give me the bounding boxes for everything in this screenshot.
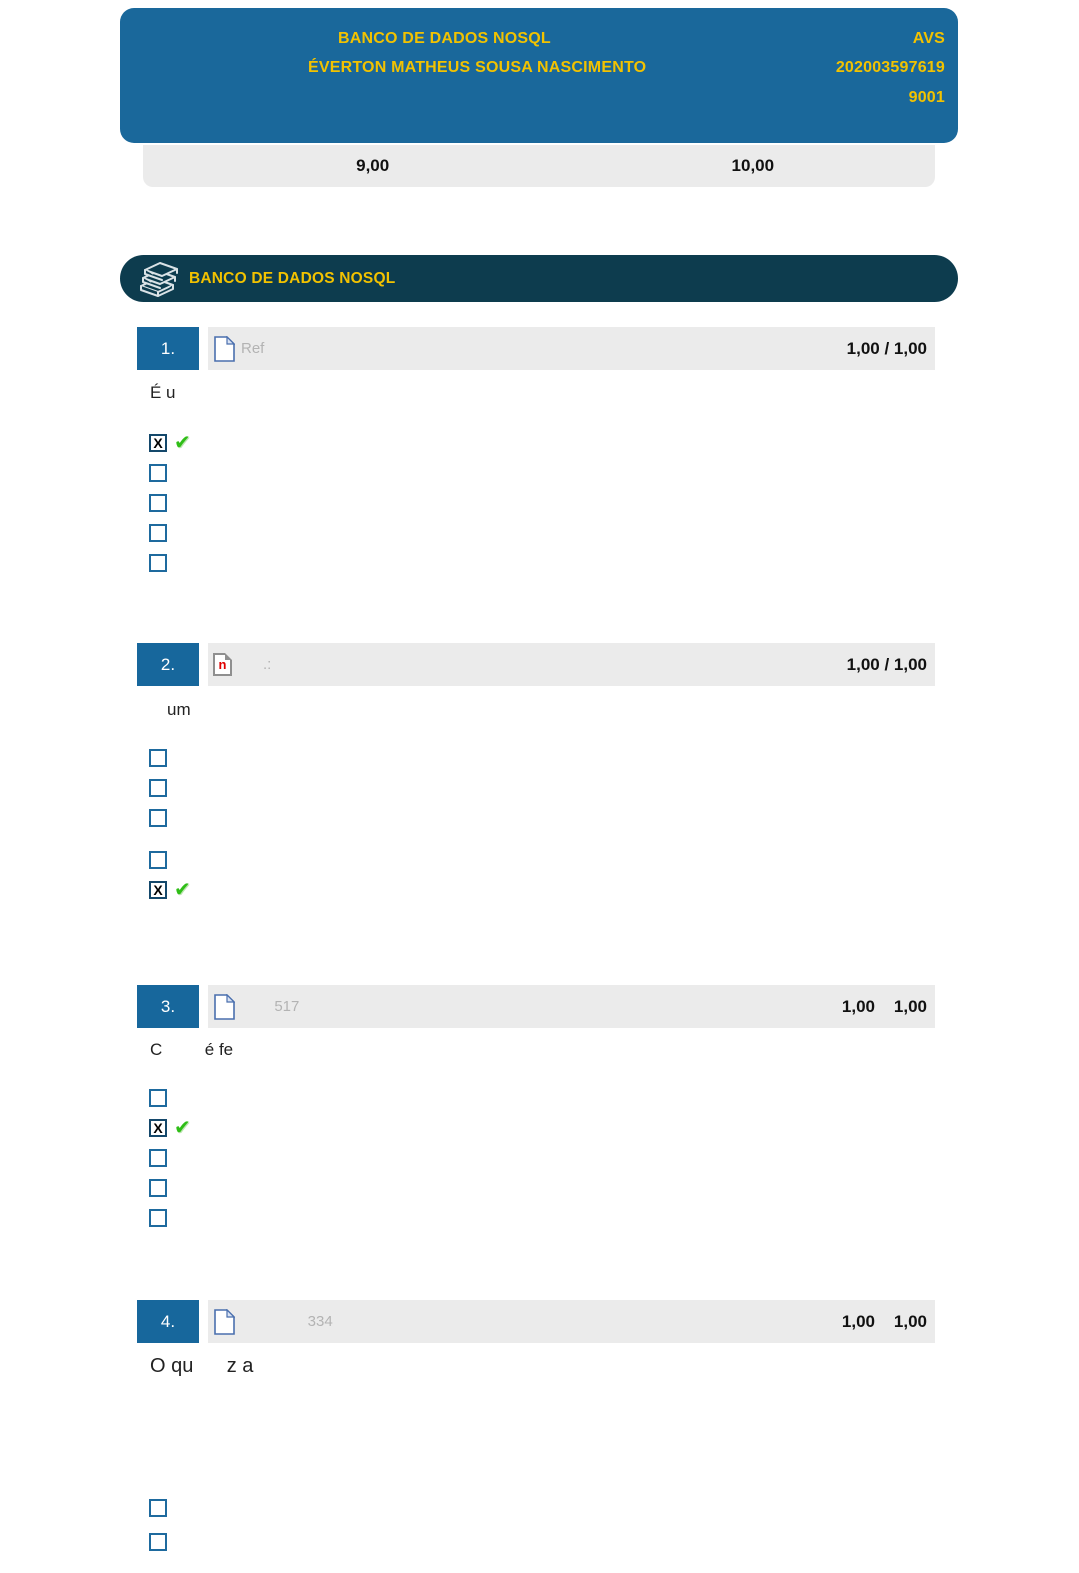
question-score: 1,00 / 1,00 bbox=[846, 654, 927, 674]
answer-option bbox=[149, 779, 935, 797]
answer-option bbox=[149, 524, 935, 542]
question-header-bar bbox=[208, 1300, 935, 1343]
question-score: 1,00 / 1,00 bbox=[846, 338, 927, 358]
question-body bbox=[149, 1040, 935, 1227]
question-ref-label: .: bbox=[238, 656, 272, 673]
books-stack-icon bbox=[133, 259, 179, 299]
question-text: C é fe bbox=[150, 1040, 234, 1059]
question-body bbox=[149, 700, 935, 899]
question-header-bar bbox=[208, 643, 935, 686]
grade-max-value: 10,00 bbox=[731, 156, 775, 175]
answer-options bbox=[149, 749, 935, 899]
correct-answer-icon: ✔ bbox=[174, 432, 191, 454]
question-body bbox=[149, 1355, 935, 1551]
question-3 bbox=[137, 985, 935, 1239]
question-number-badge: 2. bbox=[137, 643, 199, 686]
answer-option bbox=[149, 881, 935, 899]
question-text: O qu z a bbox=[150, 1355, 254, 1377]
answer-checkbox[interactable] bbox=[149, 554, 167, 572]
answer-checkbox-checked[interactable]: X bbox=[149, 1119, 167, 1137]
question-ref-label: Ref bbox=[241, 340, 265, 357]
answer-checkbox[interactable] bbox=[149, 1499, 167, 1517]
exam-type: AVS bbox=[912, 30, 945, 47]
correct-answer-icon: ✔ bbox=[174, 879, 191, 901]
answer-options bbox=[149, 434, 935, 572]
answer-checkbox-checked[interactable]: X bbox=[149, 434, 167, 452]
answer-option bbox=[149, 1499, 935, 1517]
answer-options bbox=[149, 1499, 935, 1551]
document-icon[interactable] bbox=[213, 336, 235, 362]
student-name: ÉVERTON MATHEUS SOUSA NASCIMENTO bbox=[308, 59, 647, 76]
question-2 bbox=[137, 643, 935, 911]
class-code: 9001 bbox=[908, 89, 945, 106]
question-ref-label: 334 bbox=[241, 1313, 333, 1330]
question-text: É u bbox=[150, 383, 176, 402]
grade-bar bbox=[143, 145, 935, 187]
grade-value: 9,00 bbox=[356, 156, 390, 175]
answer-option bbox=[149, 494, 935, 512]
answer-checkbox[interactable] bbox=[149, 1149, 167, 1167]
note-document-icon[interactable]: n bbox=[213, 653, 232, 676]
question-ref-label: 517 bbox=[241, 998, 300, 1015]
exam-header-card bbox=[120, 8, 958, 143]
answer-option bbox=[149, 434, 935, 452]
answer-checkbox[interactable] bbox=[149, 779, 167, 797]
answer-checkbox[interactable] bbox=[149, 1179, 167, 1197]
enrollment-number: 202003597619 bbox=[835, 59, 945, 76]
answer-checkbox[interactable] bbox=[149, 1089, 167, 1107]
answer-checkbox[interactable] bbox=[149, 1209, 167, 1227]
answer-checkbox-checked[interactable]: X bbox=[149, 881, 167, 899]
answer-option bbox=[149, 554, 935, 572]
question-header bbox=[137, 985, 935, 1028]
correct-answer-icon: ✔ bbox=[174, 1117, 191, 1139]
question-score: 1,00 1,00 bbox=[841, 1311, 927, 1331]
document-icon[interactable] bbox=[213, 1309, 235, 1335]
question-text: um bbox=[167, 700, 191, 719]
answer-option bbox=[149, 1089, 935, 1107]
course-section-title: BANCO DE DADOS NOSQL bbox=[189, 269, 396, 287]
question-header bbox=[137, 327, 935, 370]
question-header-bar bbox=[208, 327, 935, 370]
answer-options bbox=[149, 1089, 935, 1227]
course-section-bar bbox=[120, 255, 958, 302]
answer-checkbox[interactable] bbox=[149, 1533, 167, 1551]
question-header bbox=[137, 643, 935, 686]
question-4 bbox=[137, 1300, 935, 1567]
answer-option bbox=[149, 464, 935, 482]
question-body bbox=[149, 383, 935, 572]
question-score: 1,00 1,00 bbox=[841, 996, 927, 1016]
answer-checkbox[interactable] bbox=[149, 464, 167, 482]
question-header-bar bbox=[208, 985, 935, 1028]
answer-option bbox=[149, 809, 935, 827]
answer-checkbox[interactable] bbox=[149, 809, 167, 827]
answer-checkbox[interactable] bbox=[149, 494, 167, 512]
question-number-badge: 1. bbox=[137, 327, 199, 370]
answer-option bbox=[149, 1209, 935, 1227]
answer-checkbox[interactable] bbox=[149, 749, 167, 767]
answer-option bbox=[149, 1533, 935, 1551]
answer-checkbox[interactable] bbox=[149, 524, 167, 542]
document-icon[interactable] bbox=[213, 994, 235, 1020]
course-name: BANCO DE DADOS NOSQL bbox=[338, 30, 551, 47]
answer-option bbox=[149, 1179, 935, 1197]
answer-checkbox[interactable] bbox=[149, 851, 167, 869]
answer-option bbox=[149, 1119, 935, 1137]
answer-option bbox=[149, 1149, 935, 1167]
answer-option bbox=[149, 749, 935, 767]
question-1 bbox=[137, 327, 935, 584]
question-number-badge: 4. bbox=[137, 1300, 199, 1343]
answer-option bbox=[149, 851, 935, 869]
question-header bbox=[137, 1300, 935, 1343]
question-number-badge: 3. bbox=[137, 985, 199, 1028]
